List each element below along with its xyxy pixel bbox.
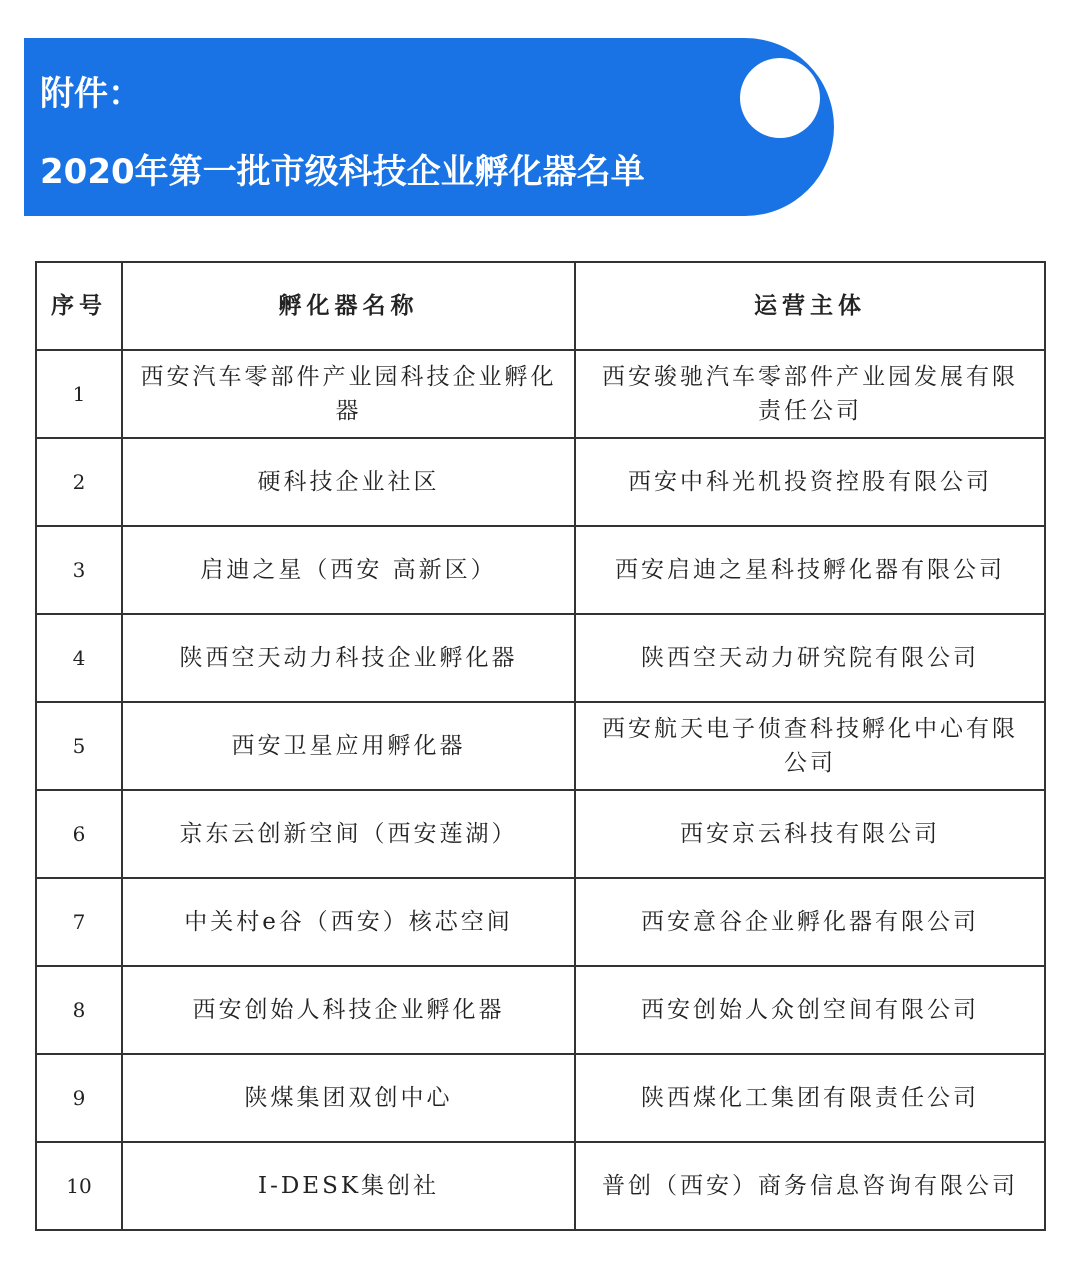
table-row [36,878,1045,966]
row-incubator-name: 硬科技企业社区 [122,438,575,526]
row-serial: 3 [36,526,122,614]
row-operator: 普创（西安）商务信息咨询有限公司 [575,1142,1045,1230]
row-operator: 西安航天电子侦查科技孵化中心有限公司 [575,702,1045,790]
header-incubator-name: 孵化器名称 [122,262,575,350]
table-row [36,614,1045,702]
row-serial: 10 [36,1142,122,1230]
table-row [36,790,1045,878]
table-header-row [36,262,1045,350]
table-row [36,966,1045,1054]
row-incubator-name: 陕煤集团双创中心 [122,1054,575,1142]
decorative-circle [740,58,820,138]
row-serial: 9 [36,1054,122,1142]
row-serial: 4 [36,614,122,702]
row-operator: 西安骏驰汽车零部件产业园发展有限责任公司 [575,350,1045,438]
row-incubator-name: 启迪之星（西安 高新区） [122,526,575,614]
row-operator: 西安创始人众创空间有限公司 [575,966,1045,1054]
row-incubator-name: 中关村e谷（西安）核芯空间 [122,878,575,966]
table-row [36,1142,1045,1230]
row-operator: 陕西空天动力研究院有限公司 [575,614,1045,702]
table-row [36,1054,1045,1142]
row-incubator-name: 陕西空天动力科技企业孵化器 [122,614,575,702]
row-operator: 西安意谷企业孵化器有限公司 [575,878,1045,966]
row-incubator-name: 西安卫星应用孵化器 [122,702,575,790]
row-operator: 西安启迪之星科技孵化器有限公司 [575,526,1045,614]
incubator-table [35,261,1046,1231]
row-serial: 7 [36,878,122,966]
row-incubator-name: 西安汽车零部件产业园科技企业孵化器 [122,350,575,438]
row-incubator-name: 京东云创新空间（西安莲湖） [122,790,575,878]
row-incubator-name: 西安创始人科技企业孵化器 [122,966,575,1054]
row-serial: 2 [36,438,122,526]
table-row [36,438,1045,526]
row-operator: 陕西煤化工集团有限责任公司 [575,1054,1045,1142]
title-banner [24,38,834,216]
header-serial: 序号 [36,262,122,350]
row-serial: 6 [36,790,122,878]
row-operator: 西安中科光机投资控股有限公司 [575,438,1045,526]
page-title: 2020年第一批市级科技企业孵化器名单 [40,152,645,192]
header-operator: 运营主体 [575,262,1045,350]
table-row [36,526,1045,614]
row-serial: 8 [36,966,122,1054]
row-operator: 西安京云科技有限公司 [575,790,1045,878]
table-row [36,702,1045,790]
attachment-label: 附件： [40,74,142,114]
table-row [36,350,1045,438]
row-serial: 1 [36,350,122,438]
row-serial: 5 [36,702,122,790]
row-incubator-name: I-DESK集创社 [122,1142,575,1230]
